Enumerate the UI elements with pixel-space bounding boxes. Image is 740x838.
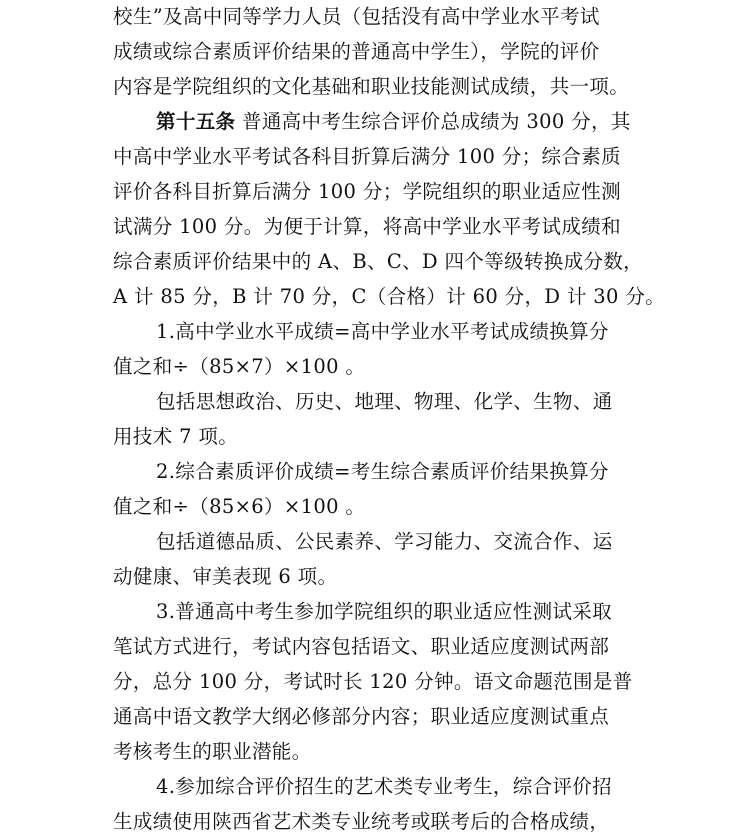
text-line: 通高中语文教学大纲必修部分内容；职业适应度测试重点 [113,705,610,728]
text-line: 包括道德品质、公民素养、学习能力、交流合作、运 [156,530,613,553]
text-line: 内容是学院组织的文化基础和职业技能测试成绩，共一项。 [113,75,630,98]
text-line: 用技术 7 项。 [113,425,239,448]
text-line: 生成绩使用陕西省艺术类专业统考或联考后的合格成绩， [113,810,610,833]
text-line: 试满分 100 分。为便于计算，将高中学业水平考试成绩和 [113,215,621,238]
text-line: 考核考生的职业潜能。 [113,740,312,763]
text-line: 4.参加综合评价招生的艺术类专业考生，综合评价招 [156,775,613,798]
article-text: 普通高中考生综合评价总成绩为 300 分，其 [241,110,631,133]
article-heading: 第十五条 [156,110,236,133]
text-line: 中高中学业水平考试各科目折算后满分 100 分；综合素质 [113,145,621,168]
text-line: A 计 85 分，B 计 70 分，C（合格）计 60 分，D 计 30 分。 [113,285,666,308]
text-line: 综合素质评价结果中的 A、B、C、D 四个等级转换成分数， [113,250,644,273]
text-line: 分，总分 100 分，考试时长 120 分钟。语文命题范围是普 [113,670,633,693]
text-line: 包括思想政治、历史、地理、物理、化学、生物、通 [156,390,613,413]
text-line: 值之和÷（85×6）×100 。 [113,495,366,518]
text-line: 1.高中学业水平成绩=高中学业水平考试成绩换算分 [156,320,609,343]
text-line: 成绩或综合素质评价结果的普通高中学生），学院的评价 [113,40,600,63]
text-line: 笔试方式进行，考试内容包括语文、职业适应度测试两部 [113,635,610,658]
text-line: 动健康、审美表现 6 项。 [113,565,338,588]
text-line: 评价各科目折算后满分 100 分；学院组织的职业适应性测 [113,180,621,203]
text-line: 校生”及高中同等学力人员（包括没有高中学业水平考试 [113,5,600,28]
text-line: 2.综合素质评价成绩=考生综合素质评价结果换算分 [156,460,609,483]
text-line: 3.普通高中考生参加学院组织的职业适应性测试采取 [156,600,613,623]
text-line: 值之和÷（85×7）×100 。 [113,355,366,378]
article-15-line [156,110,643,134]
